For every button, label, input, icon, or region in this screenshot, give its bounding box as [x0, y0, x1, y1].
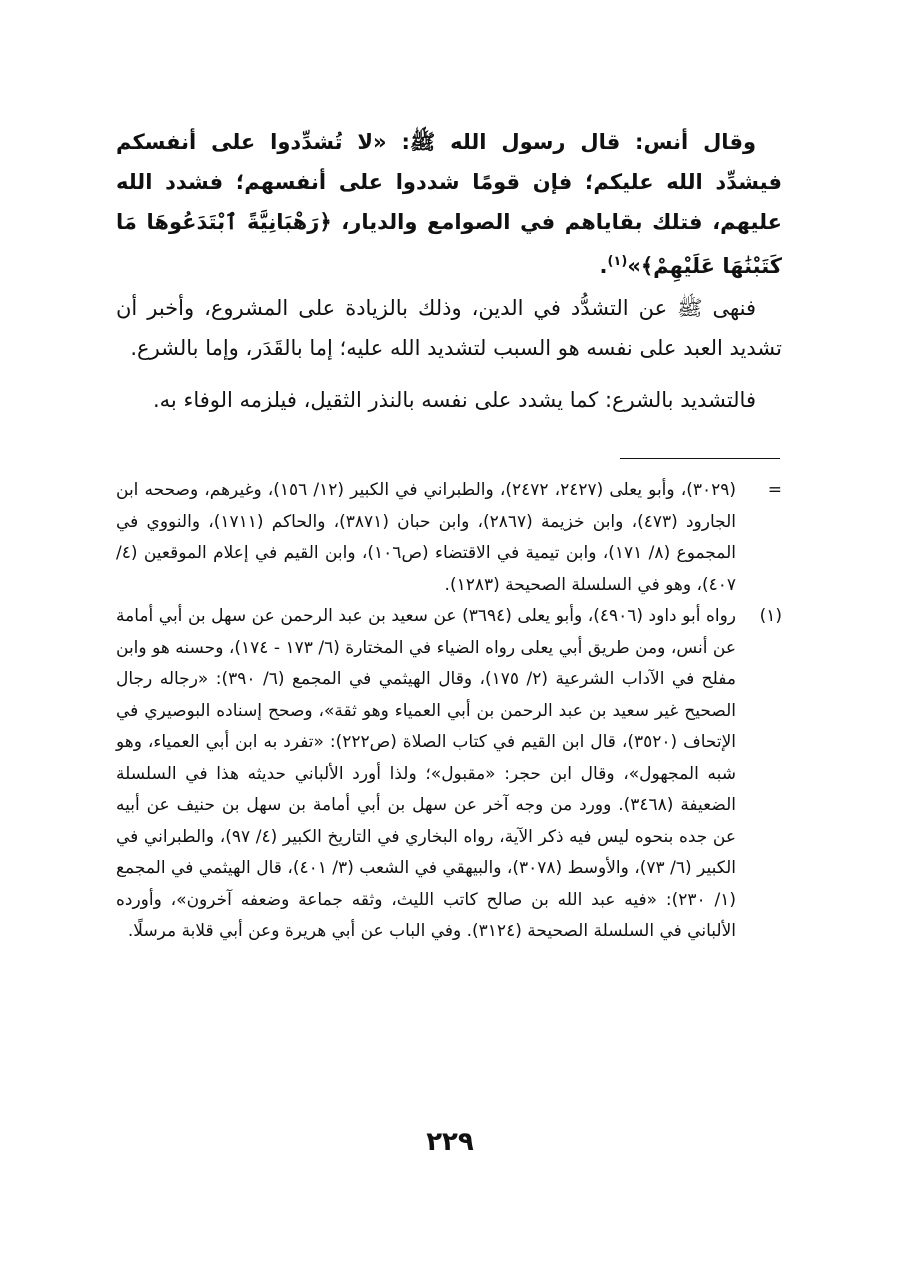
shar-paragraph [116, 380, 782, 420]
footnote-text: رواه أبو داود (٤٩٠٦)، وأبو يعلى (٣٦٩٤) عن سعيد بن عبد الرحمن عن سهل بن أبي أمامة عن أنس، ومن طريق أبي يعلى رواه الضياء في المختارة (٦/ ١٧٣ - ١٧٤)، وحسنه هو وابن مفلح في الآداب الشرعية (٢/ ١٧٥)، وقال الهيثمي في المجمع (٦/ ٣٩٠): «رجاله رجال الصحيح غير سعيد بن عبد الرحمن بن أبي العمياء وهو ثقة»، وصحح إسناده البوصيري في الإتحاف (٣٥٢٠)، قال ابن القيم في كتاب الصلاة (ص٢٢٢): «تفرد به ابن أبي العمياء، وهو شبه المجهول»، وقال ابن حجر: «مقبول»؛ ولذا أورد الألباني حديثه هذا في السلسلة الضعيفة (٣٤٦٨). وورد من وجه آخر عن سهل بن أبي أمامة بن سهل بن حنيف عن أبيه عن جده بنحوه ليس فيه ذكر الآية، رواه البخاري في التاريخ الكبير (٤/ ٩٧)، والطبراني في الكبير (٦/ ٧٣)، والأوسط (٣٠٧٨)، والبيهقي في الشعب (٣/ ٤٠١)، قال الهيثمي في المجمع (١/ ٢٣٠): «فيه عبد الله بن صالح كاتب الليث، وثقه جماعة وضعفه آخرون»، وأورده الألباني في السلسلة الصحيحة (٣١٢٤). وفي الباب عن أبي هريرة وعن أبي قلابة مرسلًا. [116, 606, 737, 941]
footnote-marker: = [767, 480, 782, 500]
footnote-1 [116, 601, 782, 948]
explanation-paragraph [116, 288, 782, 368]
footnotes [116, 475, 782, 948]
footnote-ref[interactable]: (١) [607, 254, 628, 269]
page-number: ٢٢٩ [426, 1127, 474, 1157]
hadith-paragraph: وقال أنس: قال رسول الله ﷺ: «لا تُشدِّدوا على أنفسكم فيشدِّد الله عليكم؛ فإن قومًا شددوا على أنفسهم؛ فشدد الله عليهم، فتلك بقاياهم في الصوامع والديار، ﴿رَهْبَانِيَّةً ٱبْتَدَعُوهَا مَا كَتَبْنَٰهَا عَلَيْهِمْ﴾»$^{(١)}$. [116, 130, 782, 278]
explanation-text: فنهى ﷺ عن التشدُّد في الدين، وذلك بالزيادة على المشروع، وأخبر أن تشديد العبد على نفسه هو السبب لتشديد الله عليه؛ إما بالقَدَر، وإما بالشرع. [116, 296, 782, 360]
shar-text: فالتشديد بالشرع: كما يشدد على نفسه بالنذر الثقيل، فيلزمه الوفاء به. [152, 388, 756, 412]
footnote-marker: (١) [759, 606, 782, 626]
footnote-separator [620, 458, 780, 459]
footnote-continued [116, 475, 782, 601]
hadith-text: وقال أنس: قال رسول الله ﷺ: «لا تُشدِّدوا على أنفسكم فيشدِّد الله عليكم؛ فإن قومًا شددوا على أنفسهم؛ فشدد الله عليهم، فتلك بقاياهم في الصوامع والديار، ﴿رَهْبَانِيَّةً ٱبْتَدَعُوهَا مَا كَتَبْنَٰهَا عَلَيْهِمْ﴾» [116, 130, 782, 278]
footnote-text: (٣٠٢٩)، وأبو يعلى (٢٤٢٧، ٢٤٧٢)، والطبراني في الكبير (١٢/ ١٥٦)، وغيرهم، وصححه ابن الجارود (٤٧٣)، وابن خزيمة (٢٨٦٧)، وابن حبان (٣٨٧١)، والحاكم (١٧١١)، والنووي في المجموع (٨/ ١٧١)، وابن تيمية في الاقتضاء (ص١٠٦)، وابن القيم في إعلام الموقعين (٤/ ٤٠٧)، وهو في السلسلة الصحيحة (١٢٨٣). [116, 480, 737, 595]
